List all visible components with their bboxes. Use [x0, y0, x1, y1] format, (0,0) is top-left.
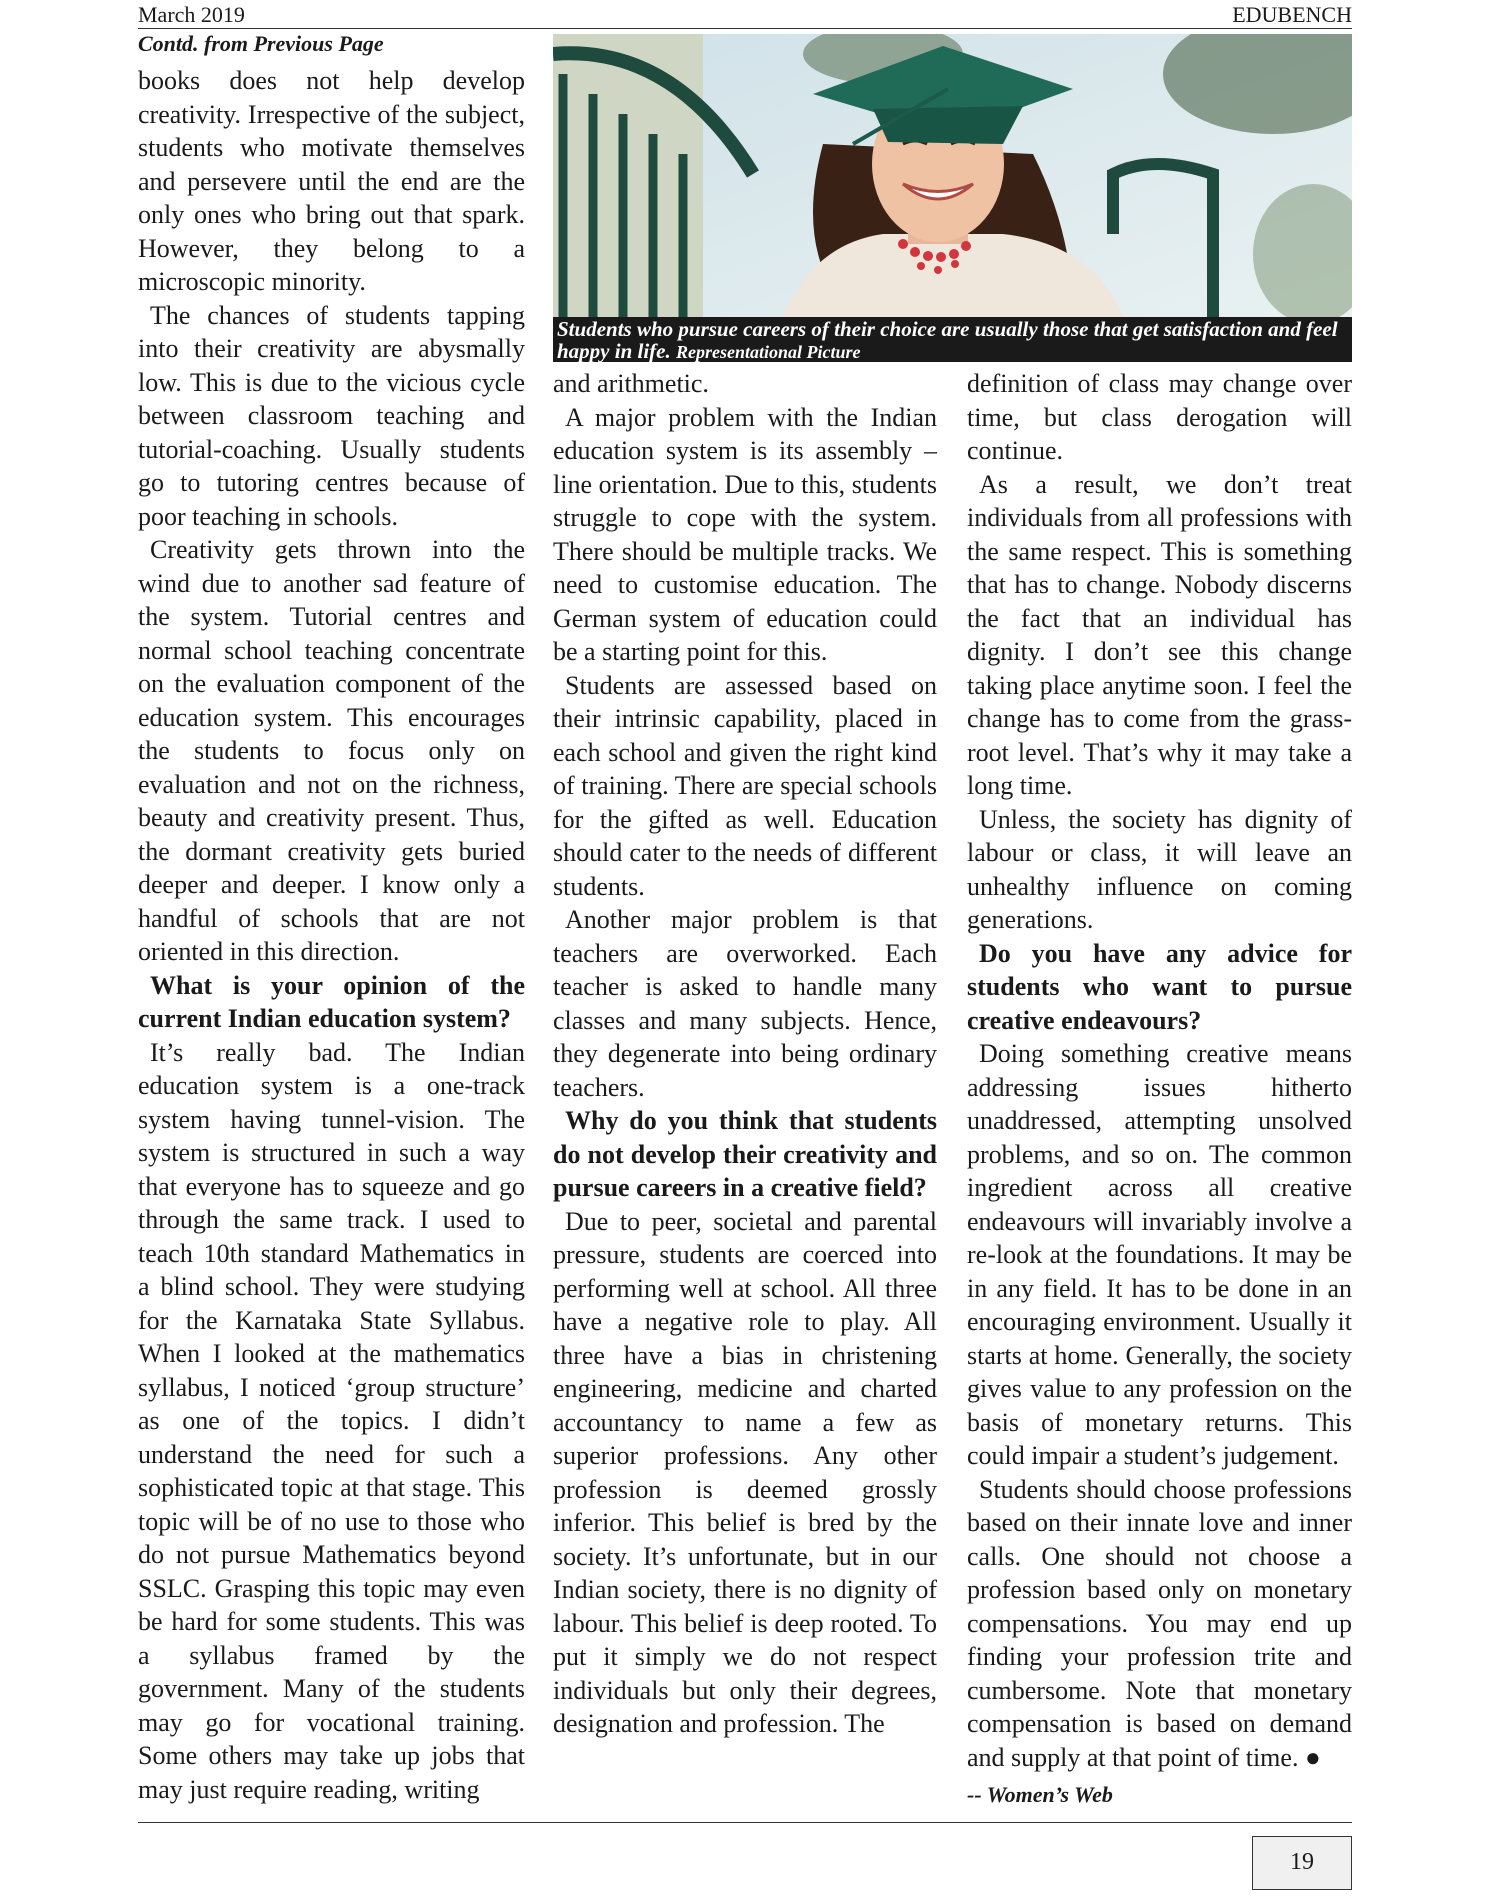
article-paragraph: Unless, the society has dignity of labour or class, it will leave an unhealthy influence on coming generations.: [967, 804, 1352, 934]
continued-label: Contd. from Previous Page: [138, 31, 384, 56]
header-rule: [138, 28, 1352, 29]
article-paragraph: books does not help develop creativity. Irrespective of the subject, students who motivate themselves and persevere until the end are the only ones who bring out that spark. However, they belong to a microscopic minority.: [138, 66, 525, 296]
article-paragraph: It’s really bad. The Indian education system is a one-track system having tunnel-vision. The system is structured in such a way that everyone has to squeeze and go through the same track. I used to teach 10th standard Mathematics in a blind school. They were studying for the Karnataka State Syllabus. When I looked at the mathematics syllabus, I noticed ‘group structure’ as one of the topics. I didn’t understand the need for such a sophisticated topic at that stage. This topic will be of no use to those who do not pursue Mathematics beyond SSLC. Grasping this topic may even be hard for some students. This was a syllabus framed by the government. Many of the students may go for vocational training. Some others may take up jobs that may just require reading, writing: [138, 1037, 525, 1804]
article-paragraph: and arithmetic.: [553, 369, 709, 398]
source-credit: -- Women’s Web: [967, 1782, 1113, 1807]
article-paragraph: Doing something creative means addressing issues hitherto unaddressed, attempting unsolved problems, and so on. The common ingredient across all creative endeavours will invariably involve a re-look at the foundations. It may be in any field. It has to be done in an encouraging environment. Usually it starts at home. Generally, the society gives value to any profession on the basis of monetary returns. This could impair a student’s judgement.: [967, 1039, 1352, 1470]
article-paragraph: Students should choose professions based on their innate love and inner calls. One should not choose a profession based only on monetary compensations. You may end up finding your profession trite and cumbersome. Note that monetary compensation is based on demand and supply at that point of time. ●: [967, 1474, 1352, 1772]
interview-question: What is your opinion of the current Indian education system?: [138, 970, 525, 1033]
article-paragraph: definition of class may change over time, but class derogation will continue.: [967, 369, 1352, 465]
column-3: [967, 367, 1352, 1812]
graduate-photo: [553, 34, 1352, 317]
article-paragraph: As a result, we don’t treat individuals from all professions with the same respect. This is something that has to change. Nobody discerns the fact that an individual has dignity. I don’t see this change taking place anytime soon. I feel the change has to come from the grass-root level. That’s why it may take a long time.: [967, 469, 1352, 800]
caption-credit: Representational Picture: [676, 342, 861, 362]
column-1: [138, 64, 525, 1806]
footer-rule: [138, 1822, 1352, 1823]
photo-caption: [553, 317, 1352, 362]
article-paragraph: Creativity gets thrown into the wind due to another sad feature of the system. Tutorial centres and normal school teaching concentrate on the evaluation component of the education system. This encourages the students to focus only on evaluation and not on the richness, beauty and creativity present. Thus, the dormant creativity gets buried deeper and deeper. I know only a handful of schools that are not oriented in this direction.: [138, 535, 525, 966]
interview-question: Do you have any advice for students who want to pursue creative endeavours?: [967, 938, 1352, 1035]
column-2: [553, 367, 937, 1741]
issue-date: March 2019: [138, 2, 245, 27]
publication-name: EDUBENCH: [1232, 2, 1352, 27]
article-paragraph: A major problem with the Indian education system is its assembly – line orientation. Due to this, students struggle to cope with the system. There should be multiple tracks. We need to customise education. The German system of education could be a starting point for this.: [553, 402, 937, 666]
article-paragraph: The chances of students tapping into their creativity are abysmally low. This is due to the vicious cycle between classroom teaching and tutorial-coaching. Usually students go to tutoring centres because of poor teaching in schools.: [138, 300, 525, 531]
article-paragraph: Students are assessed based on their intrinsic capability, placed in each school and given the right kind of training. There are special schools for the gifted as well. Education should cater to the needs of different students.: [553, 670, 937, 901]
interview-question: Why do you think that students do not develop their creativity and pursue careers in a creative field?: [553, 1106, 937, 1202]
caption-text: Students who pursue careers of their choice are usually those that get satisfaction and feel happy in life.: [557, 317, 1338, 363]
article-paragraph: Due to peer, societal and parental pressure, students are coerced into performing well at school. All three have a negative role to play. All three have a bias in christening engineering, medicine and charted accountancy to name a few as superior professions. Any other profession is deemed grossly inferior. This belief is bred by the society. It’s unfortunate, but in our Indian society, there is no dignity of labour. This belief is deep rooted. To put it simply we do not respect individuals but only their degrees, designation and profession. The: [553, 1206, 937, 1738]
graduate-photo-icon: [553, 34, 1352, 317]
page-number: 19: [1252, 1836, 1352, 1890]
article-paragraph: Another major problem is that teachers are overworked. Each teacher is asked to handle many classes and many subjects. Hence, they degenerate into being ordinary teachers.: [553, 905, 937, 1102]
